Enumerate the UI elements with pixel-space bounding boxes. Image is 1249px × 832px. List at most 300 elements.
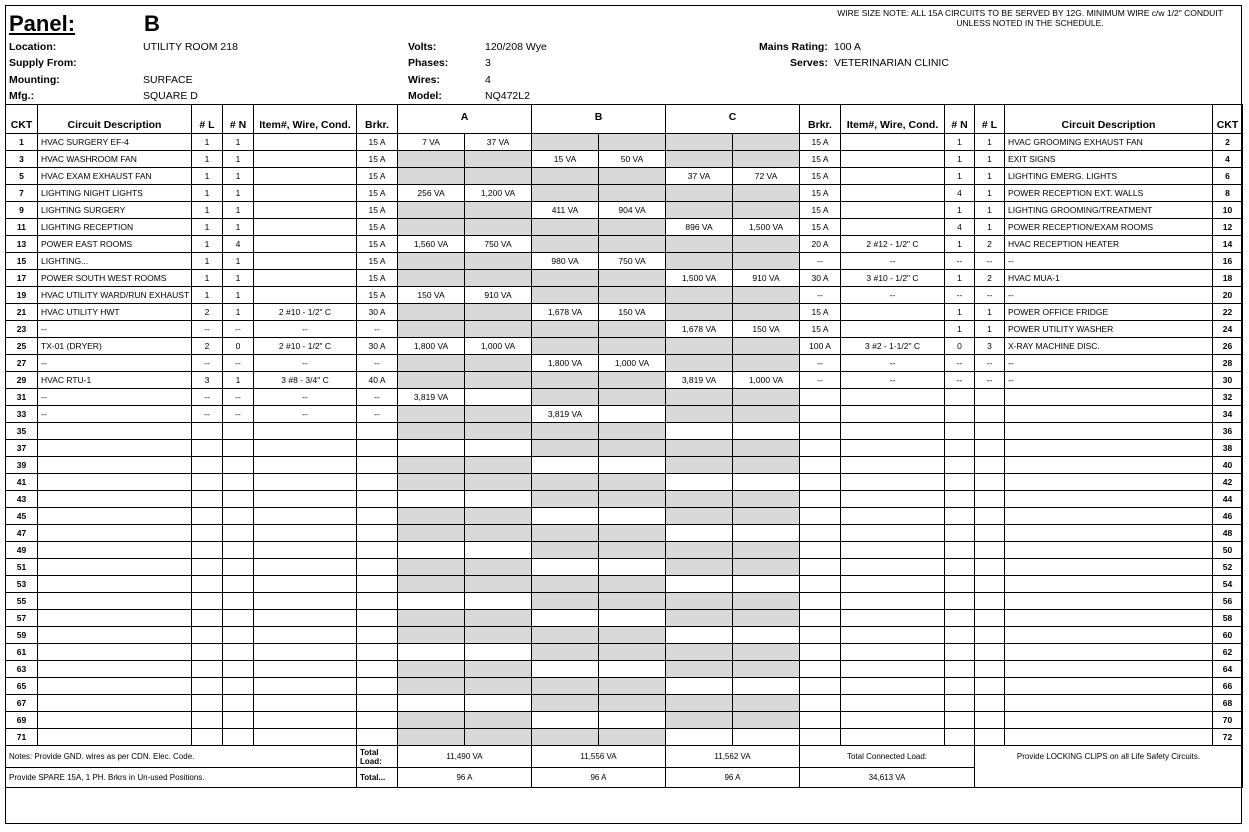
- circuit-desc-right-cell: [1005, 593, 1213, 610]
- neutral-left-cell: [223, 644, 254, 661]
- phase-c-left-load-cell: [666, 423, 733, 440]
- breaker-right-cell: 20 A: [800, 236, 841, 253]
- neutral-left-cell: [223, 508, 254, 525]
- phase-a-left-load-cell: [398, 474, 465, 491]
- ckt-right-cell: 72: [1213, 729, 1243, 746]
- phase-a-left-load-cell: [398, 712, 465, 729]
- poles-right-cell: 1: [975, 202, 1005, 219]
- item-wire-left-cell: [254, 610, 357, 627]
- phase-c-left-load-cell: [666, 440, 733, 457]
- phase-a-right-load-cell: [465, 202, 532, 219]
- phase-a-left-load-cell: [398, 576, 465, 593]
- neutral-right-cell: 1: [945, 202, 975, 219]
- breaker-left-cell: [357, 729, 398, 746]
- item-wire-right-cell: 3 #10 - 1/2" C: [841, 270, 945, 287]
- phase-b-left-load-cell: [532, 287, 599, 304]
- phase-a-left-load-cell: [398, 321, 465, 338]
- circuit-desc-left-cell: [38, 712, 192, 729]
- breaker-left-cell: [357, 423, 398, 440]
- ckt-left-cell: 15: [6, 253, 38, 270]
- breaker-right-cell: [800, 559, 841, 576]
- ckt-left-cell: 47: [6, 525, 38, 542]
- phase-a-right-load-cell: 910 VA: [465, 287, 532, 304]
- circuit-desc-left-cell: HVAC UTILITY WARD/RUN EXHAUST: [38, 287, 192, 304]
- wire-size-note: [820, 8, 1240, 28]
- ckt-left-cell: 43: [6, 491, 38, 508]
- breaker-right-cell: --: [800, 372, 841, 389]
- phase-c-left-load-cell: [666, 304, 733, 321]
- neutral-left-cell: [223, 695, 254, 712]
- phase-a-left-load-cell: 150 VA: [398, 287, 465, 304]
- item-wire-right-cell: [841, 610, 945, 627]
- poles-left-cell: [192, 644, 223, 661]
- poles-right-cell: 1: [975, 185, 1005, 202]
- ckt-right-cell: 68: [1213, 695, 1243, 712]
- phase-b-right-load-cell: [599, 644, 666, 661]
- circuit-row: [6, 627, 1243, 644]
- col-header-item-left: Item#, Wire, Cond.: [254, 105, 357, 134]
- ckt-right-cell: 34: [1213, 406, 1243, 423]
- phase-c-right-load-cell: 72 VA: [733, 168, 800, 185]
- phase-a-right-load-cell: [465, 542, 532, 559]
- phase-b-left-load-cell: 1,800 VA: [532, 355, 599, 372]
- poles-left-cell: 3: [192, 372, 223, 389]
- circuit-row: [6, 253, 1243, 270]
- phase-c-right-load-cell: 1,500 VA: [733, 219, 800, 236]
- phase-b-right-load-cell: [599, 491, 666, 508]
- col-header-l-left: # L: [192, 105, 223, 134]
- poles-left-cell: --: [192, 389, 223, 406]
- neutral-right-cell: [945, 491, 975, 508]
- item-wire-right-cell: [841, 304, 945, 321]
- poles-right-cell: [975, 508, 1005, 525]
- circuit-desc-left-cell: [38, 474, 192, 491]
- phase-b-right-load-cell: [599, 372, 666, 389]
- breaker-left-cell: [357, 457, 398, 474]
- phase-b-left-load-cell: 411 VA: [532, 202, 599, 219]
- poles-left-cell: 2: [192, 304, 223, 321]
- ckt-right-cell: 30: [1213, 372, 1243, 389]
- circuit-row: [6, 729, 1243, 746]
- poles-left-cell: [192, 508, 223, 525]
- poles-left-cell: [192, 593, 223, 610]
- phase-b-right-load-cell: [599, 321, 666, 338]
- circuit-desc-left-cell: LIGHTING...: [38, 253, 192, 270]
- phase-a-right-load-cell: [465, 355, 532, 372]
- circuit-desc-left-cell: [38, 576, 192, 593]
- neutral-right-cell: [945, 559, 975, 576]
- breaker-left-cell: 15 A: [357, 253, 398, 270]
- phase-c-left-load-cell: [666, 389, 733, 406]
- item-wire-left-cell: [254, 440, 357, 457]
- mfg-label: Mfg.:: [9, 90, 35, 102]
- phase-c-total-load: 11,562 VA: [666, 746, 800, 768]
- phase-c-left-load-cell: [666, 287, 733, 304]
- phase-a-left-load-cell: [398, 304, 465, 321]
- poles-left-cell: [192, 678, 223, 695]
- poles-right-cell: 2: [975, 270, 1005, 287]
- phase-c-left-load-cell: [666, 355, 733, 372]
- ckt-left-cell: 59: [6, 627, 38, 644]
- poles-left-cell: [192, 729, 223, 746]
- circuit-row: [6, 678, 1243, 695]
- neutral-left-cell: 1: [223, 168, 254, 185]
- phase-b-left-load-cell: [532, 559, 599, 576]
- phase-a-right-load-cell: [465, 576, 532, 593]
- breaker-right-cell: 15 A: [800, 185, 841, 202]
- item-wire-left-cell: [254, 270, 357, 287]
- circuit-desc-right-cell: [1005, 542, 1213, 559]
- ckt-left-cell: 69: [6, 712, 38, 729]
- phase-c-right-load-cell: [733, 644, 800, 661]
- ckt-left-cell: 71: [6, 729, 38, 746]
- circuit-schedule-table: [5, 104, 1243, 788]
- phase-c-right-load-cell: [733, 440, 800, 457]
- phase-c-right-load-cell: [733, 712, 800, 729]
- item-wire-right-cell: [841, 576, 945, 593]
- phase-b-right-load-cell: [599, 270, 666, 287]
- phase-b-right-load-cell: [599, 559, 666, 576]
- poles-right-cell: 1: [975, 168, 1005, 185]
- neutral-right-cell: [945, 729, 975, 746]
- phase-a-left-load-cell: [398, 219, 465, 236]
- phase-b-left-load-cell: 980 VA: [532, 253, 599, 270]
- poles-right-cell: [975, 695, 1005, 712]
- phase-a-left-load-cell: [398, 202, 465, 219]
- phase-c-left-load-cell: [666, 406, 733, 423]
- neutral-left-cell: --: [223, 406, 254, 423]
- phase-b-left-load-cell: [532, 236, 599, 253]
- phase-b-left-load-cell: 15 VA: [532, 151, 599, 168]
- phase-a-left-load-cell: [398, 729, 465, 746]
- ckt-left-cell: 29: [6, 372, 38, 389]
- phase-c-right-load-cell: [733, 406, 800, 423]
- poles-left-cell: 1: [192, 185, 223, 202]
- phase-c-left-load-cell: 1,678 VA: [666, 321, 733, 338]
- neutral-left-cell: 1: [223, 253, 254, 270]
- phase-a-right-load-cell: [465, 644, 532, 661]
- poles-left-cell: 1: [192, 287, 223, 304]
- phase-b-right-load-cell: [599, 134, 666, 151]
- item-wire-left-cell: [254, 695, 357, 712]
- phase-b-left-load-cell: [532, 185, 599, 202]
- circuit-row: [6, 270, 1243, 287]
- phase-c-left-load-cell: 3,819 VA: [666, 372, 733, 389]
- phase-c-left-load-cell: [666, 712, 733, 729]
- total-amps-label: Total...: [357, 768, 398, 788]
- breaker-right-cell: [800, 389, 841, 406]
- item-wire-right-cell: [841, 474, 945, 491]
- ckt-left-cell: 3: [6, 151, 38, 168]
- neutral-right-cell: [945, 695, 975, 712]
- poles-right-cell: [975, 406, 1005, 423]
- item-wire-right-cell: [841, 729, 945, 746]
- breaker-left-cell: [357, 440, 398, 457]
- poles-left-cell: [192, 661, 223, 678]
- breaker-right-cell: [800, 423, 841, 440]
- phase-c-right-load-cell: 1,000 VA: [733, 372, 800, 389]
- item-wire-right-cell: --: [841, 355, 945, 372]
- phase-c-right-load-cell: [733, 202, 800, 219]
- circuit-desc-left-cell: TX-01 (DRYER): [38, 338, 192, 355]
- breaker-left-cell: [357, 695, 398, 712]
- ckt-left-cell: 7: [6, 185, 38, 202]
- poles-left-cell: [192, 610, 223, 627]
- item-wire-right-cell: 3 #2 - 1-1/2" C: [841, 338, 945, 355]
- neutral-right-cell: [945, 457, 975, 474]
- neutral-left-cell: 4: [223, 236, 254, 253]
- circuit-row: [6, 440, 1243, 457]
- ckt-right-cell: 66: [1213, 678, 1243, 695]
- breaker-left-cell: [357, 644, 398, 661]
- phase-c-left-load-cell: [666, 542, 733, 559]
- phase-a-left-load-cell: [398, 508, 465, 525]
- breaker-right-cell: [800, 661, 841, 678]
- breaker-right-cell: [800, 542, 841, 559]
- phase-b-left-load-cell: [532, 695, 599, 712]
- breaker-left-cell: 15 A: [357, 219, 398, 236]
- ckt-left-cell: 53: [6, 576, 38, 593]
- ckt-left-cell: 1: [6, 134, 38, 151]
- circuit-row: [6, 304, 1243, 321]
- poles-left-cell: --: [192, 355, 223, 372]
- poles-left-cell: 1: [192, 219, 223, 236]
- phase-b-left-load-cell: [532, 610, 599, 627]
- neutral-left-cell: --: [223, 355, 254, 372]
- ckt-left-cell: 41: [6, 474, 38, 491]
- col-header-ckt-right: CKT: [1213, 105, 1243, 134]
- col-header-brkr-right: Brkr.: [800, 105, 841, 134]
- phase-c-right-load-cell: [733, 610, 800, 627]
- item-wire-right-cell: [841, 457, 945, 474]
- ckt-right-cell: 6: [1213, 168, 1243, 185]
- breaker-left-cell: 30 A: [357, 304, 398, 321]
- phase-c-left-load-cell: [666, 593, 733, 610]
- wires-value: 4: [485, 74, 491, 86]
- phase-a-right-load-cell: [465, 168, 532, 185]
- item-wire-left-cell: [254, 525, 357, 542]
- neutral-left-cell: 1: [223, 202, 254, 219]
- poles-left-cell: --: [192, 406, 223, 423]
- phase-a-left-load-cell: [398, 355, 465, 372]
- col-header-desc-left: Circuit Description: [38, 105, 192, 134]
- phase-a-left-load-cell: [398, 253, 465, 270]
- ckt-left-cell: 19: [6, 287, 38, 304]
- circuit-row: [6, 406, 1243, 423]
- neutral-left-cell: 1: [223, 372, 254, 389]
- ckt-right-cell: 12: [1213, 219, 1243, 236]
- breaker-left-cell: 15 A: [357, 236, 398, 253]
- neutral-right-cell: 4: [945, 185, 975, 202]
- neutral-left-cell: [223, 610, 254, 627]
- circuit-desc-right-cell: [1005, 423, 1213, 440]
- phase-c-left-load-cell: [666, 508, 733, 525]
- neutral-right-cell: [945, 474, 975, 491]
- breaker-left-cell: [357, 627, 398, 644]
- circuit-desc-left-cell: [38, 627, 192, 644]
- ckt-right-cell: 70: [1213, 712, 1243, 729]
- breaker-left-cell: [357, 542, 398, 559]
- poles-right-cell: 1: [975, 151, 1005, 168]
- phase-c-right-load-cell: [733, 593, 800, 610]
- breaker-right-cell: 15 A: [800, 168, 841, 185]
- phase-a-right-load-cell: [465, 321, 532, 338]
- phase-b-left-load-cell: [532, 525, 599, 542]
- ckt-right-cell: 58: [1213, 610, 1243, 627]
- phase-b-right-load-cell: [599, 678, 666, 695]
- phase-c-right-load-cell: [733, 304, 800, 321]
- phase-b-left-load-cell: [532, 491, 599, 508]
- wires-label: Wires:: [408, 74, 440, 86]
- wire-size-note-line1: WIRE SIZE NOTE: ALL 15A CIRCUITS TO BE SERVED BY 12G. MINIMUM WIRE c/w 1/2" CONDUIT: [837, 8, 1223, 18]
- breaker-left-cell: [357, 525, 398, 542]
- phase-b-right-load-cell: [599, 457, 666, 474]
- ckt-right-cell: 18: [1213, 270, 1243, 287]
- circuit-row: [6, 287, 1243, 304]
- item-wire-left-cell: 3 #8 - 3/4" C: [254, 372, 357, 389]
- neutral-left-cell: 1: [223, 151, 254, 168]
- circuit-desc-right-cell: LIGHTING EMERG. LIGHTS: [1005, 168, 1213, 185]
- neutral-left-cell: --: [223, 389, 254, 406]
- poles-left-cell: [192, 559, 223, 576]
- phase-b-left-load-cell: [532, 389, 599, 406]
- phase-b-right-load-cell: [599, 610, 666, 627]
- ckt-left-cell: 57: [6, 610, 38, 627]
- circuit-desc-right-cell: [1005, 695, 1213, 712]
- neutral-left-cell: 1: [223, 219, 254, 236]
- phase-c-left-load-cell: [666, 644, 733, 661]
- item-wire-right-cell: [841, 168, 945, 185]
- item-wire-left-cell: [254, 712, 357, 729]
- poles-left-cell: [192, 491, 223, 508]
- ckt-right-cell: 32: [1213, 389, 1243, 406]
- phase-c-left-load-cell: [666, 474, 733, 491]
- circuit-row: [6, 202, 1243, 219]
- phase-a-right-load-cell: [465, 457, 532, 474]
- circuit-desc-left-cell: --: [38, 355, 192, 372]
- poles-left-cell: [192, 423, 223, 440]
- phases-label: Phases:: [408, 57, 449, 69]
- total-connected-load-label: Total Connected Load:: [800, 746, 975, 768]
- circuit-desc-left-cell: --: [38, 389, 192, 406]
- phase-c-right-load-cell: [733, 678, 800, 695]
- phase-b-left-load-cell: [532, 372, 599, 389]
- neutral-right-cell: 1: [945, 168, 975, 185]
- phase-c-right-load-cell: [733, 661, 800, 678]
- item-wire-left-cell: [254, 508, 357, 525]
- col-header-brkr-left: Brkr.: [357, 105, 398, 134]
- ckt-left-cell: 5: [6, 168, 38, 185]
- phase-c-right-load-cell: [733, 423, 800, 440]
- phase-b-right-load-cell: [599, 406, 666, 423]
- poles-right-cell: --: [975, 372, 1005, 389]
- neutral-left-cell: [223, 423, 254, 440]
- circuit-row: [6, 559, 1243, 576]
- poles-right-cell: --: [975, 253, 1005, 270]
- phase-c-left-load-cell: [666, 151, 733, 168]
- phase-b-left-load-cell: 1,678 VA: [532, 304, 599, 321]
- breaker-right-cell: [800, 525, 841, 542]
- circuit-desc-right-cell: [1005, 627, 1213, 644]
- neutral-left-cell: [223, 457, 254, 474]
- phase-a-left-load-cell: [398, 491, 465, 508]
- item-wire-left-cell: [254, 151, 357, 168]
- circuit-desc-left-cell: HVAC EXAM EXHAUST FAN: [38, 168, 192, 185]
- neutral-right-cell: 1: [945, 151, 975, 168]
- ckt-right-cell: 46: [1213, 508, 1243, 525]
- phase-b-right-load-cell: [599, 542, 666, 559]
- circuit-desc-left-cell: [38, 729, 192, 746]
- phase-a-left-load-cell: 1,800 VA: [398, 338, 465, 355]
- item-wire-right-cell: [841, 593, 945, 610]
- phase-b-right-load-cell: [599, 593, 666, 610]
- circuit-desc-left-cell: POWER SOUTH WEST ROOMS: [38, 270, 192, 287]
- ckt-left-cell: 31: [6, 389, 38, 406]
- phase-c-left-load-cell: [666, 729, 733, 746]
- phase-c-left-load-cell: [666, 253, 733, 270]
- phase-c-left-load-cell: [666, 678, 733, 695]
- phase-c-right-load-cell: [733, 134, 800, 151]
- neutral-right-cell: [945, 610, 975, 627]
- item-wire-right-cell: [841, 559, 945, 576]
- item-wire-right-cell: [841, 712, 945, 729]
- phase-c-right-load-cell: [733, 151, 800, 168]
- phase-c-left-load-cell: 896 VA: [666, 219, 733, 236]
- phase-b-left-load-cell: [532, 729, 599, 746]
- poles-left-cell: [192, 525, 223, 542]
- circuit-row: [6, 355, 1243, 372]
- poles-right-cell: [975, 644, 1005, 661]
- poles-left-cell: --: [192, 321, 223, 338]
- phase-b-left-load-cell: [532, 423, 599, 440]
- col-header-l-right: # L: [975, 105, 1005, 134]
- col-header-desc-right: Circuit Description: [1005, 105, 1213, 134]
- ckt-left-cell: 11: [6, 219, 38, 236]
- circuit-row: [6, 695, 1243, 712]
- neutral-right-cell: [945, 712, 975, 729]
- poles-right-cell: [975, 729, 1005, 746]
- phase-a-left-load-cell: [398, 661, 465, 678]
- poles-right-cell: [975, 678, 1005, 695]
- phase-b-right-load-cell: [599, 627, 666, 644]
- neutral-right-cell: [945, 542, 975, 559]
- neutral-right-cell: [945, 389, 975, 406]
- phase-b-right-load-cell: [599, 576, 666, 593]
- phase-b-left-load-cell: [532, 168, 599, 185]
- phase-c-right-load-cell: [733, 576, 800, 593]
- phase-b-left-load-cell: 3,819 VA: [532, 406, 599, 423]
- breaker-left-cell: 15 A: [357, 168, 398, 185]
- phase-a-left-load-cell: 7 VA: [398, 134, 465, 151]
- phase-a-right-load-cell: [465, 525, 532, 542]
- mains-rating-value: 100 A: [834, 41, 861, 53]
- circuit-desc-left-cell: POWER EAST ROOMS: [38, 236, 192, 253]
- neutral-right-cell: --: [945, 287, 975, 304]
- col-header-ckt-left: CKT: [6, 105, 38, 134]
- item-wire-left-cell: --: [254, 321, 357, 338]
- item-wire-right-cell: [841, 440, 945, 457]
- col-header-n-left: # N: [223, 105, 254, 134]
- poles-right-cell: 3: [975, 338, 1005, 355]
- breaker-left-cell: 15 A: [357, 287, 398, 304]
- breaker-right-cell: 15 A: [800, 321, 841, 338]
- phase-b-left-load-cell: [532, 457, 599, 474]
- item-wire-right-cell: [841, 644, 945, 661]
- phase-b-right-load-cell: [599, 338, 666, 355]
- poles-left-cell: 1: [192, 236, 223, 253]
- ckt-left-cell: 61: [6, 644, 38, 661]
- breaker-right-cell: [800, 678, 841, 695]
